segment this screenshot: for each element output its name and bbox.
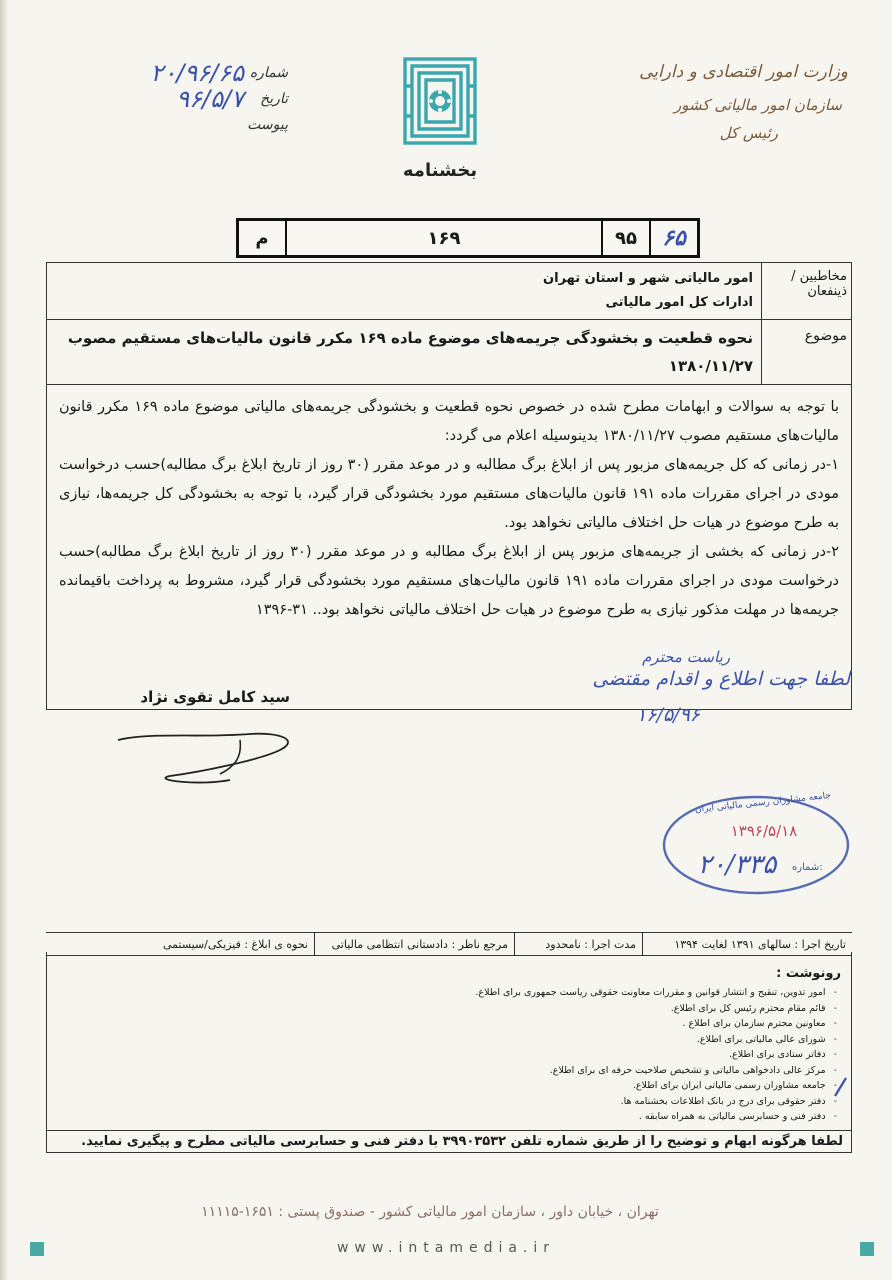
date-label: تاریخ — [260, 91, 288, 107]
recipients-label: مخاطبین / ذینفعان — [761, 263, 851, 319]
notice-method: نحوه ی ابلاغ : فیزیکی/سیستمی — [162, 937, 308, 951]
letter-cell: م — [255, 227, 269, 249]
number-row — [88, 60, 288, 86]
subject-label: موضوع — [761, 320, 851, 384]
copy-item: - جامعه مشاوران رسمی مالیاتی ایران برای اطلاع. — [632, 1080, 837, 1091]
page-edge — [0, 0, 8, 1280]
position-title: رئیس کل — [719, 124, 778, 142]
stamp-org: جامعه مشاوران رسمی مالیاتی ایران — [694, 790, 832, 816]
website: www.intamedia.ir — [336, 1240, 556, 1256]
copy-item: - دفتر فنی و حسابرسی مالیاتی به همراه سابقه . — [638, 1111, 837, 1122]
handwritten-note — [520, 648, 850, 726]
signature-scribble-icon — [110, 710, 310, 790]
attachment-label: پیوست — [247, 117, 288, 133]
copy-item: - مرکز عالی دادخواهی مالیاتی و تشخیص صلاحیت حرفه ای برای اطلاع. — [549, 1064, 837, 1076]
supervising-authority: مرجع ناظر : دادستانی انتظامی مالیاتی — [314, 933, 514, 955]
contact-note: لطفا هرگونه ابهام و توضیح را از طریق شماره تلفن ۳۹۹۰۳۵۳۲ با دفتر فنی و حسابرسی مالیاتی مطرح و پیگیری نمایید. — [46, 1130, 852, 1153]
stamp-date: ۱۳۹۶/۵/۱۸ — [730, 822, 798, 840]
date-value: ۹۶/۵/۷ — [176, 85, 244, 113]
copy-item: - معاونین محترم سازمان برای اطلاع . — [682, 1018, 837, 1029]
handnote-line-2: لطفا جهت اطلاع و اقدام مقتضی — [592, 668, 850, 690]
handnote-date: ۱۶/۵/۹۶ — [636, 704, 700, 726]
corner-square-left — [30, 1242, 44, 1256]
postal-address: تهران ، خیابان داور ، سازمان امور مالیاتی کشور - صندوق پستی : ۱۶۵۱-۱۱۱۱۵ — [201, 1204, 659, 1220]
subject-text: نحوه قطعیت و بخشودگی جریمه‌های موضوع ماده ۱۶۹ مکرر قانون مالیات‌های مستقیم مصوب ۱۳۸۰/۱۱/۲۷ — [67, 329, 753, 375]
date-row — [88, 86, 288, 112]
handnote-line-1: ریاست محترم — [642, 648, 730, 666]
copy-item: - قائم مقام محترم رئیس کل برای اطلاع. — [670, 1002, 837, 1014]
copies-title: رونوشت : — [776, 966, 841, 981]
signatory-name: سید کامل تقوی نژاد — [140, 688, 290, 706]
recipient-2: ادارات کل امور مالیاتی — [605, 295, 753, 310]
check-mark-icon — [832, 1074, 850, 1100]
tax-organization-logo-icon — [402, 56, 478, 146]
body-paragraph-1: با توجه به سوالات و ابهامات مطرح شده در خصوص نحوه قطعیت و بخشودگی جریمه‌های مالیاتی موضوع ماده ۱۶۹ مکرر قانون مالیات‌های مستقیم مصوب ۱۳۸۰/۱۱/۲۷ بدینوسیله اعلام می گردد: — [59, 399, 839, 444]
body-paragraph-2: ۱-در زمانی که کل جریمه‌های مزبور پس از ابلاغ برگ مطالبه و در موعد مقرر (۳۰ روز از تاریخ ابلاغ برگ مطالبه)حسب درخواست مودی در اجرای مقررات ماده ۱۹۱ قانون مالیات‌های مستقیم مورد بخشودگی قرار گیرد، با توجه به بخشودگی کل جریمه‌ها، نیازی به طرح موضوع در هیات حل اختلاف مالیاتی نخواهد بود. — [59, 457, 840, 531]
handwritten-number: ۶۵ — [649, 221, 697, 255]
number-cell: ۱۶۹ — [285, 221, 601, 255]
number-value: ۲۰/۹۶/۶۵ — [150, 59, 244, 87]
body-paragraph-3: ۲-در زمانی که بخشی از جریمه‌های مزبور پس از ابلاغ برگ مطالبه و در موعد مقرر (۳۰ روز از تاریخ ابلاغ برگ مطالبه)حسب درخواست مودی در اجرای مقررات ماده ۱۹۱ قانون مالیات‌های مستقیم مورد بخشودگی قرار گیرد، مشروط به پرداخت باقیمانده جریمه‌ها در مهلت مذکور نیازی به طرح موضوع در هیات حل اختلاف مالیاتی نخواهد بود.. ۳۱-۱۳۹۶ — [59, 544, 840, 618]
ministry-name: وزارت امور اقتصادی و دارایی — [639, 62, 848, 82]
effective-date: تاریخ اجرا : سالهای ۱۳۹۱ لغایت ۱۳۹۴ — [642, 933, 852, 955]
recipients-value — [47, 263, 761, 319]
copies-list — [46, 952, 852, 1132]
copy-item: - شورای عالی مالیاتی برای اطلاع. — [696, 1033, 837, 1045]
copy-item: - امور تدوین، تنقیح و انتشار قوانین و مقررات معاونت حقوقی ریاست جمهوری برای اطلاع. — [475, 987, 837, 998]
recipient-1: امور مالیاتی شهر و استان تهران — [543, 271, 753, 286]
attachment-row — [88, 112, 288, 138]
circular-table — [46, 262, 852, 710]
corner-square-right — [860, 1242, 874, 1256]
number-label: شماره — [249, 65, 288, 81]
recipients-row — [47, 263, 851, 320]
stamp-number-label: شماره: — [792, 862, 823, 873]
reference-block — [88, 60, 288, 138]
organization-name: سازمان امور مالیاتی کشور — [674, 96, 842, 114]
year-cell: ۹۵ — [601, 221, 649, 255]
copy-item: - دفاتر ستادی برای اطلاع. — [729, 1049, 837, 1060]
stamp-number: ۲۰/۳۳۵ — [697, 850, 777, 880]
circular-number-box — [236, 218, 700, 258]
subject-row — [47, 320, 851, 385]
duration: مدت اجرا : نامحدود — [514, 933, 642, 955]
circular-title: بخشنامه — [402, 160, 478, 181]
copy-item: - دفتر حقوقی برای درج در بانک اطلاعات بخشنامه ها. — [620, 1095, 837, 1107]
ministry-header — [628, 60, 848, 142]
